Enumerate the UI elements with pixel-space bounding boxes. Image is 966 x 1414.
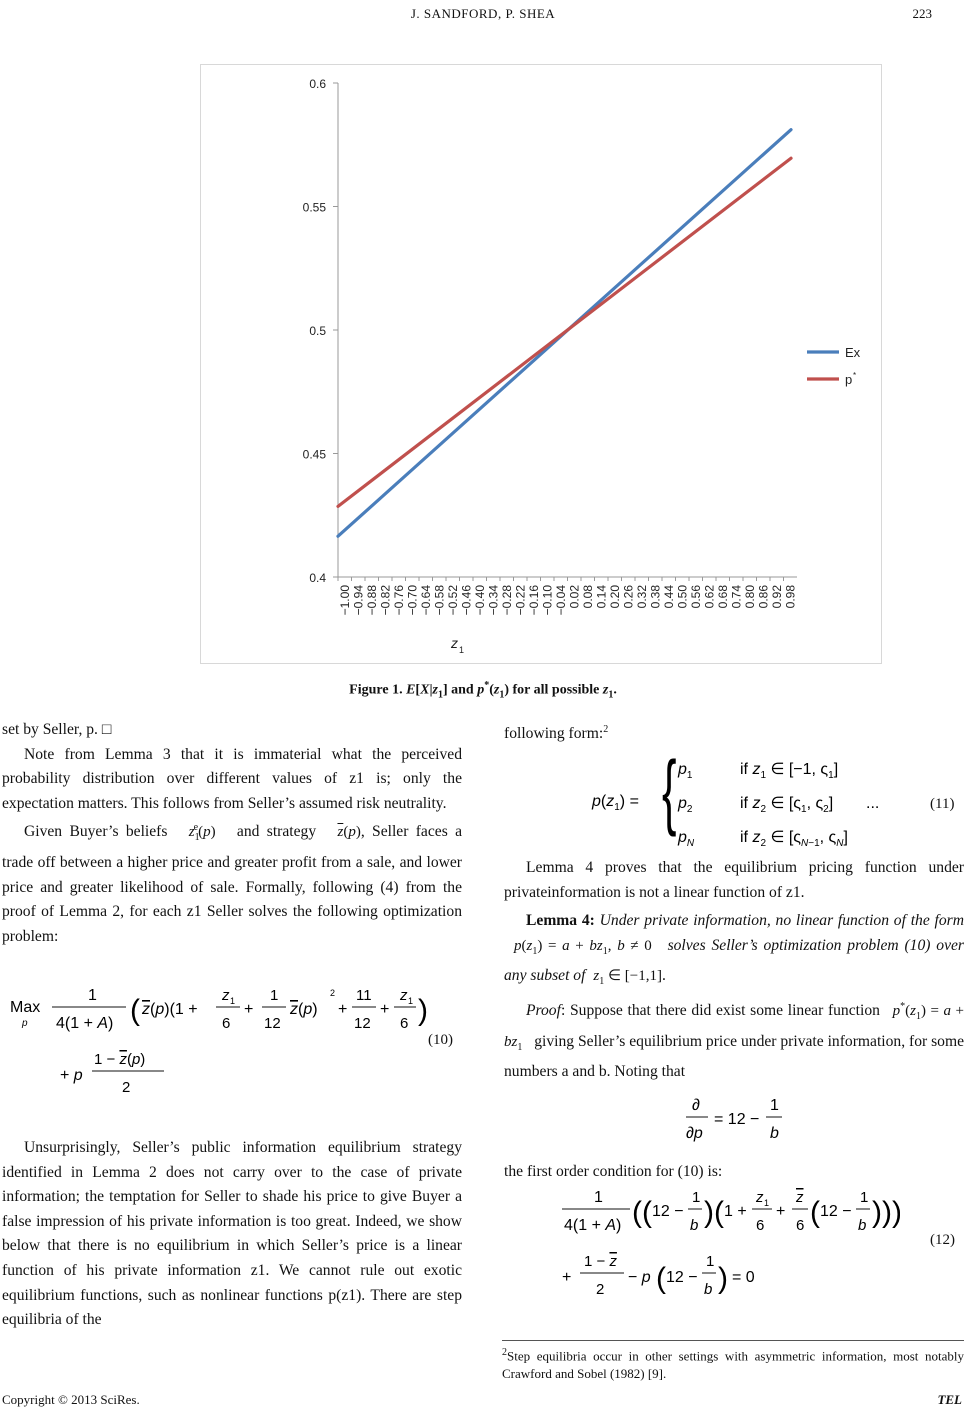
x-tick-label: 0.92 — [769, 585, 784, 609]
svg-text:1: 1 — [408, 996, 414, 1006]
x-axis-label-subscript: 1 — [459, 645, 465, 655]
svg-text:if z1 ∈ [−1, ς1]: if $z_1$ ∈ [−1, $\varsigma_1$] — [740, 761, 839, 781]
svg-text:p(z1) =: $p(z_1)$ = — [592, 793, 639, 813]
x-tick-label: 0.08 — [580, 585, 595, 609]
paragraph: set by Seller, p. □ — [2, 721, 112, 738]
svg-text:+: + — [338, 1001, 348, 1018]
svg-text:p: p — [22, 1018, 28, 1029]
x-tick-label: −0.58 — [432, 585, 447, 616]
x-tick-label: −0.04 — [553, 585, 568, 616]
x-tick-label: 0.32 — [634, 585, 649, 609]
svg-text:1: 1 — [860, 1189, 869, 1206]
svg-text:1: 1 — [706, 1253, 715, 1270]
paragraph: Note from Lemma 3 that it is immaterial what the perceived probability distribution over different values of z1 is; only the expectation matters. This follows from Seller’s assumed risk neutrality. — [2, 745, 462, 812]
legend-label: p — [845, 372, 853, 387]
svg-text:2: 2 — [330, 988, 336, 998]
left-column-lower — [2, 1136, 462, 1333]
svg-text:))): ))) — [872, 1196, 900, 1229]
partial-derivative — [684, 1092, 804, 1148]
svg-text:...: ... — [866, 795, 880, 812]
x-tick-label: −0.16 — [526, 585, 541, 616]
svg-text:1: 1 — [230, 996, 236, 1006]
svg-text:b: b — [690, 1217, 699, 1234]
svg-text:b: b — [770, 1125, 779, 1142]
paragraph: Given Buyer’s beliefs $z_1^e(p)$ and strategy $\overline{z}(p)$, Seller faces a trade off between a higher price and greater profit from a sale, and lower price and greater likelihood of sale. Formally, following (4) from the proof of Lemma 2, for each z1 Seller solves the following optimization problem: — [2, 822, 463, 945]
x-axis-label: z — [451, 635, 458, 651]
x-tick-label: −0.28 — [499, 585, 514, 616]
svg-text:1 +: 1 + — [724, 1203, 747, 1220]
x-tick-label: 0.98 — [783, 585, 798, 609]
x-tick-label: −0.34 — [486, 585, 501, 616]
x-tick-label: 0.80 — [742, 585, 757, 609]
y-tick-label: 0.55 — [302, 200, 326, 215]
x-tick-label: −0.10 — [540, 585, 555, 616]
x-tick-label: −0.76 — [391, 585, 406, 616]
svg-text:− p: − p — [628, 1269, 651, 1286]
x-tick-label: 0.86 — [756, 585, 771, 609]
svg-text:1: 1 — [692, 1189, 701, 1206]
svg-text:b: b — [704, 1281, 713, 1298]
x-tick-label: 0.68 — [715, 585, 730, 609]
y-tick-label: 0.45 — [302, 447, 326, 462]
journal-name: TEL — [937, 1392, 962, 1407]
y-tick-label: 0.6 — [309, 77, 326, 91]
svg-text:p1: $p_1$ — [678, 761, 693, 781]
paragraph: Unsurprisingly, Seller’s public information equilibrium strategy identified in Lemma 2 does not carry over to the case of private information; the temptation for Seller to shade his price to give Buyer a false impression of his private information is too great. Indeed, we show below that there is no equilibrium in which Seller’s price is a linear function of his private information z1. We cannot rule out exotic equilibrium functions, such as nonlinear functions p(z1). There are step equilibria of the — [2, 1139, 462, 1329]
x-tick-label: 0.44 — [661, 585, 676, 609]
right-column — [504, 718, 964, 747]
svg-text:∂: ∂ — [692, 1097, 700, 1114]
svg-text:2: 2 — [122, 1079, 131, 1096]
svg-text:z: z — [400, 987, 408, 1004]
legend-label-superscript: * — [853, 371, 857, 380]
proof: Proof: Suppose that there did exist some linear function $p^*(z_1) = a + bz_1$ giving Seller’s equilibrium price under private information, for some numbers a and b. Noting that — [504, 1000, 964, 1081]
svg-text:1: 1 — [770, 1097, 779, 1114]
x-tick-label: 0.14 — [594, 585, 609, 609]
svg-text:12 −: 12 − — [820, 1203, 852, 1220]
equation-12 — [560, 1184, 900, 1304]
svg-text:+: + — [776, 1203, 786, 1220]
running-title: J. SANDFORD, P. SHEA — [410, 6, 556, 21]
x-tick-label: −0.64 — [418, 585, 433, 616]
svg-text:pN: $p_N$ — [678, 829, 695, 849]
svg-text:if z2 ∈ [ς1, ς2]: if $z_2$ ∈ [$\varsigma_1$, $\varsigma_2$] — [740, 795, 834, 815]
svg-text:)(: )( — [704, 1196, 724, 1229]
svg-text:Max: Max — [10, 999, 41, 1016]
copyright: Copyright © 2013 SciRes. — [2, 1392, 140, 1407]
right-column-mid — [504, 856, 964, 1085]
svg-text:12: 12 — [354, 1015, 371, 1032]
svg-text:): ) — [418, 994, 428, 1027]
svg-text:1 − z(p): 1 − z(p) — [94, 1051, 146, 1068]
equation-number: (11) — [930, 796, 955, 812]
x-tick-label: −0.82 — [378, 585, 393, 616]
legend-label: Ex — [845, 345, 861, 360]
svg-text:(: ( — [810, 1196, 820, 1229]
x-tick-label: 0.38 — [648, 585, 663, 609]
svg-text:+: + — [244, 1001, 254, 1018]
svg-text:p2: $p_2$ — [678, 795, 693, 815]
svg-text:= 0: = 0 — [732, 1269, 755, 1286]
footnote-rule — [502, 1340, 964, 1341]
figure-caption: Figure 1. $E[X|z_1]$ and $p^*(z_1)$ for all possible $z_1$. — [349, 680, 617, 701]
svg-text:{: { — [662, 752, 677, 838]
x-tick-label: −0.94 — [351, 585, 366, 616]
right-column-foc — [504, 1160, 964, 1185]
svg-text:+ p: + p — [60, 1067, 83, 1084]
x-tick-label: 0.26 — [621, 585, 636, 609]
x-tick-label: 0.20 — [607, 585, 622, 609]
svg-text:+: + — [562, 1269, 572, 1286]
svg-text:12 −: 12 − — [666, 1269, 698, 1286]
svg-text:z: z — [796, 1189, 804, 1206]
svg-text:z: z — [756, 1189, 764, 1206]
y-tick-label: 0.5 — [309, 324, 326, 338]
svg-text:∂p: ∂p — [686, 1125, 703, 1142]
svg-text:1: 1 — [764, 1198, 770, 1208]
lemma-4: Lemma 4: Under private information, no linear function of the form $p(z_1) = a + bz_1$, b ≠ 0 solves Seller’s optimization problem (10) over any subset of $z_1$ ∈ [−1,1]. — [504, 912, 964, 988]
svg-text:z: z — [222, 987, 230, 1004]
x-tick-label: 0.50 — [675, 585, 690, 609]
svg-text:1: 1 — [88, 987, 97, 1004]
x-tick-label: 0.74 — [729, 585, 744, 609]
svg-text:((: (( — [632, 1196, 652, 1229]
equation-number: (12) — [930, 1232, 955, 1248]
left-column — [2, 718, 462, 949]
x-tick-label: −0.22 — [513, 585, 528, 616]
svg-text:(: ( — [656, 1262, 666, 1295]
equation-11 — [590, 752, 910, 852]
svg-text:z(p): z(p) — [290, 1001, 318, 1018]
svg-text:1 − z: 1 − z — [584, 1253, 617, 1270]
svg-text:6: 6 — [756, 1217, 765, 1234]
x-tick-label: 0.56 — [688, 585, 703, 609]
svg-text:if z2 ∈ [ςN−1, ςN]: if $z_2$ ∈ [$\varsigma_N-1$, $\varsigma_N$] — [740, 829, 848, 849]
paragraph: following form:$^2$ — [504, 724, 609, 743]
svg-text:6: 6 — [796, 1217, 805, 1234]
x-tick-label: −0.52 — [445, 585, 460, 616]
svg-text:+: + — [380, 1001, 390, 1018]
x-tick-label: 0.62 — [702, 585, 717, 609]
footnote: $^2$Step equilibria occur in other settings with asymmetric information, most notably Crawford and Sobel (1982) [9]. — [502, 1347, 964, 1382]
svg-text:(: ( — [130, 994, 140, 1027]
svg-text:11: 11 — [356, 987, 372, 1004]
svg-text:12 −: 12 − — [652, 1203, 684, 1220]
svg-text:1: 1 — [594, 1189, 603, 1206]
svg-text:12: 12 — [264, 1015, 281, 1032]
line-chart — [201, 65, 881, 663]
equation-10 — [8, 982, 428, 1102]
svg-text:): ) — [718, 1262, 728, 1295]
paragraph: the first order condition for (10) is: — [504, 1163, 723, 1180]
svg-text:6: 6 — [222, 1015, 231, 1032]
svg-text:b: b — [858, 1217, 867, 1234]
equation-number: (10) — [428, 1032, 453, 1048]
svg-text:1: 1 — [270, 987, 279, 1004]
svg-text:4(1 + A): 4(1 + A) — [56, 1015, 114, 1032]
svg-text:z(p)(1 +: z(p)(1 + — [142, 1001, 198, 1018]
x-tick-label: −0.88 — [364, 585, 379, 616]
svg-text:2: 2 — [596, 1281, 605, 1298]
x-tick-label: −0.70 — [405, 585, 420, 616]
page-number: 223 — [912, 6, 932, 21]
x-tick-label: −0.40 — [472, 585, 487, 616]
svg-text:4(1 + A): 4(1 + A) — [564, 1217, 622, 1234]
chart-frame — [200, 64, 882, 664]
x-tick-label: 0.02 — [567, 585, 582, 609]
x-tick-label: −1.00 — [337, 585, 352, 616]
y-tick-label: 0.4 — [309, 571, 326, 585]
svg-text:6: 6 — [400, 1015, 409, 1032]
svg-text:= 12 −: = 12 − — [714, 1111, 760, 1128]
x-tick-label: −0.46 — [459, 585, 474, 616]
paragraph: Lemma 4 proves that the equilibrium pricing function under privateinformation is not a linear function of z1. — [504, 859, 964, 901]
